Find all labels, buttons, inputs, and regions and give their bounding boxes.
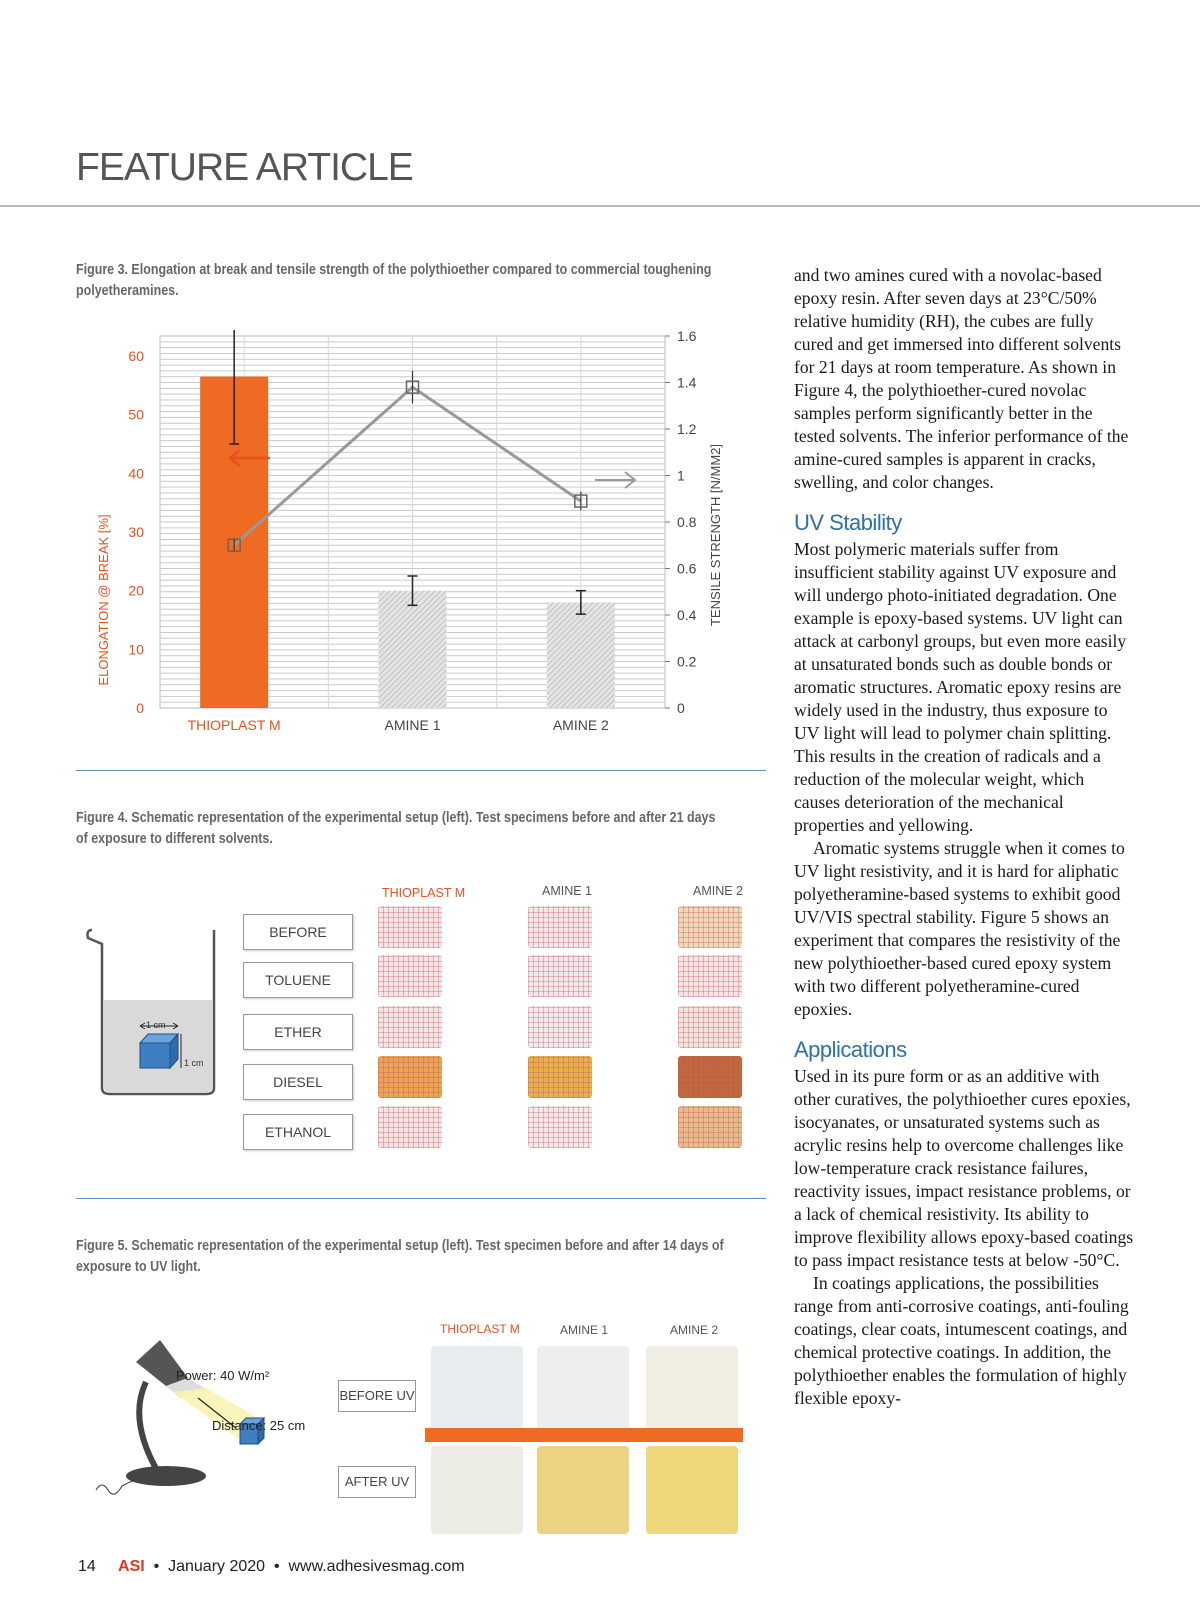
uv-column-label-thioplast: THIOPLAST M xyxy=(440,1322,520,1336)
figure-4-caption: Figure 4. Schematic representation of the experimental setup (left). Test specimens before and after 21 days of exposure to different solvents. xyxy=(76,810,716,847)
paragraph: In coatings applications, the possibilities range from anti-corrosive coatings, anti-fouling coatings, clear coats, intumescent coatings, and chemical protective coatings. In addition, the polythioether enables the formulation of highly flexible epoxy- xyxy=(794,1273,1129,1408)
dimension-height-label: 1 cm xyxy=(184,1058,204,1068)
magazine-brand: ASI xyxy=(118,1558,145,1575)
paragraph: Used in its pure form or as an additive with other curatives, the polythioether cures epoxies, isocyanates, or unsaturated systems such as acrylic resins help to overcome challenges like low-temperature crack resistance failures, reactivity issues, impact resistance problems, or a lack of chemical resistivity. Its ability to improve flexibility allows epoxy-based coatings to pass impact resistance tests at below -50°C. xyxy=(794,1066,1134,1270)
x-tick-label: AMINE 1 xyxy=(384,717,441,733)
uv-distance-label: Distance: 25 cm xyxy=(212,1418,306,1433)
y-tick-label: 40 xyxy=(128,465,144,482)
beaker-illustration xyxy=(84,918,224,1098)
y2-tick-label: 0 xyxy=(677,700,685,716)
uv-power-label: Power: 40 W/m² xyxy=(176,1368,270,1383)
paragraph: Most polymeric materials suffer from insufficient stability against UV exposure and will undergo photo-initiated degradation. One example is epoxy-based systems. UV light can attack at carbonyl groups, but even more easily at unsaturated bonds such as double bonds or aromatic structures. Aromatic epoxy resins are widely used in the industry, thus exposure to UV light will lead to polymer chain splitting. This results in the creation of radicals and a reduction of the molecular weight, which causes deterioration of the mechanical properties and yellowing. xyxy=(794,539,1127,835)
uv-sample-amine-2-before xyxy=(646,1346,738,1434)
y2-tick-label: 0.2 xyxy=(677,653,697,670)
y2-tick-label: 1.4 xyxy=(677,374,697,391)
row-label-before: BEFORE xyxy=(243,914,353,950)
before-uv-label: BEFORE UV xyxy=(338,1380,416,1412)
specimen-tile xyxy=(378,1056,442,1098)
x-tick-label: THIOPLAST M xyxy=(187,717,281,733)
paragraph: Aromatic systems struggle when it comes to UV light resistivity, and it is hard for aliphatic polyetheramine-based systems to exhibit good UV/VIS spectral stability. Figure 5 shows an experiment that compares the resistivity of the new polythioether-based cured epoxy system with two different polyetheramine-cured epoxies. xyxy=(794,838,1125,1019)
figure-5-caption: Figure 5. Schematic representation of the experimental setup (left). Test specimen before and after 14 days of exposure to UV light. xyxy=(76,1238,724,1275)
y-tick-label: 50 xyxy=(128,406,144,423)
y2-tick-label: 1.6 xyxy=(677,330,697,344)
y-tick-label: 0 xyxy=(136,700,144,716)
y-tick-label: 30 xyxy=(128,524,144,540)
figure-3-chart xyxy=(90,330,750,750)
y-axis-label-right: TENSILE STRENGTH [N/MM2] xyxy=(708,443,723,627)
y2-tick-label: 0.8 xyxy=(677,514,697,530)
figure-3-divider xyxy=(76,770,766,771)
issue-date: January 2020 xyxy=(168,1558,266,1575)
specimen-tile xyxy=(528,1106,592,1148)
specimen-tile xyxy=(528,1056,592,1098)
heading-applications: Applications xyxy=(794,1037,907,1062)
specimen-tile xyxy=(678,906,742,948)
bar-amine-2 xyxy=(547,602,615,708)
uv-column-label-amine-2: AMINE 2 xyxy=(670,1323,719,1337)
specimen-tile xyxy=(678,955,742,997)
page-footer xyxy=(78,1558,465,1576)
y-tick-label: 20 xyxy=(128,582,144,599)
row-label-ether: ETHER xyxy=(243,1014,353,1050)
y-tick-label: 10 xyxy=(128,641,144,658)
row-label-toluene: TOLUENE xyxy=(243,962,353,998)
row-label-diesel: DIESEL xyxy=(243,1064,353,1100)
y2-tick-label: 1 xyxy=(677,467,685,484)
dimension-width-label: 1 cm xyxy=(146,1020,166,1030)
section-title: FEATURE ARTICLE xyxy=(76,146,413,189)
column-label-amine-1: AMINE 1 xyxy=(542,884,593,898)
figure-4-divider xyxy=(76,1198,766,1199)
uv-sample-thioplast-before xyxy=(431,1346,523,1434)
uv-column-label-amine-1: AMINE 1 xyxy=(560,1323,609,1337)
page-number: 14 xyxy=(78,1558,96,1575)
uv-sample-thioplast-after xyxy=(431,1446,523,1534)
uv-sample-amine-1-after xyxy=(537,1446,629,1534)
header-divider xyxy=(0,205,1200,207)
article-body xyxy=(794,264,1134,1410)
uv-sample-amine-1-before xyxy=(537,1346,629,1434)
uv-exposure-bar xyxy=(425,1428,743,1442)
specimen-tile xyxy=(378,906,442,948)
specimen-tile xyxy=(378,1106,442,1148)
specimen-tile xyxy=(528,1006,592,1048)
specimen-tile xyxy=(678,1106,742,1148)
after-uv-label: AFTER UV xyxy=(338,1466,416,1498)
row-label-ethanol: ETHANOL xyxy=(243,1114,353,1150)
specimen-tile xyxy=(528,955,592,997)
y2-tick-label: 1.2 xyxy=(677,421,697,437)
figure-3-caption: Figure 3. Elongation at break and tensile strength of the polythioether compared to commercial toughening polyetheramines. xyxy=(76,262,712,299)
specimen-tile xyxy=(528,906,592,948)
heading-uv-stability: UV Stability xyxy=(794,510,902,535)
x-tick-label: AMINE 2 xyxy=(552,717,609,733)
website-url: www.adhesivesmag.com xyxy=(288,1558,465,1575)
footer-separator: • xyxy=(153,1558,160,1575)
y2-tick-label: 0.6 xyxy=(677,560,697,577)
y-tick-label: 60 xyxy=(128,348,144,364)
specimen-tile xyxy=(678,1056,742,1098)
paragraph: and two amines cured with a novolac-based epoxy resin. After seven days at 23°C/50% relative humidity (RH), the cubes are fully cured and get immersed into different solvents for 21 days at room temperature. As shown in Figure 4, the polythioether-cured novolac samples perform significantly better in the tested solvents. The inferior performance of the amine-cured samples is apparent in cracks, swelling, and color changes. xyxy=(794,265,1129,492)
y-axis-label-left: ELONGATION @ BREAK [%] xyxy=(96,514,111,686)
bar-amine-1 xyxy=(379,591,447,708)
column-label-thioplast: THIOPLAST M xyxy=(382,886,466,900)
specimen-tile xyxy=(378,955,442,997)
uv-sample-amine-2-after xyxy=(646,1446,738,1534)
footer-separator: • xyxy=(273,1558,280,1575)
y2-tick-label: 0.4 xyxy=(677,607,697,623)
column-label-amine-2: AMINE 2 xyxy=(693,884,744,898)
specimen-tile xyxy=(378,1006,442,1048)
specimen-tile xyxy=(678,1006,742,1048)
